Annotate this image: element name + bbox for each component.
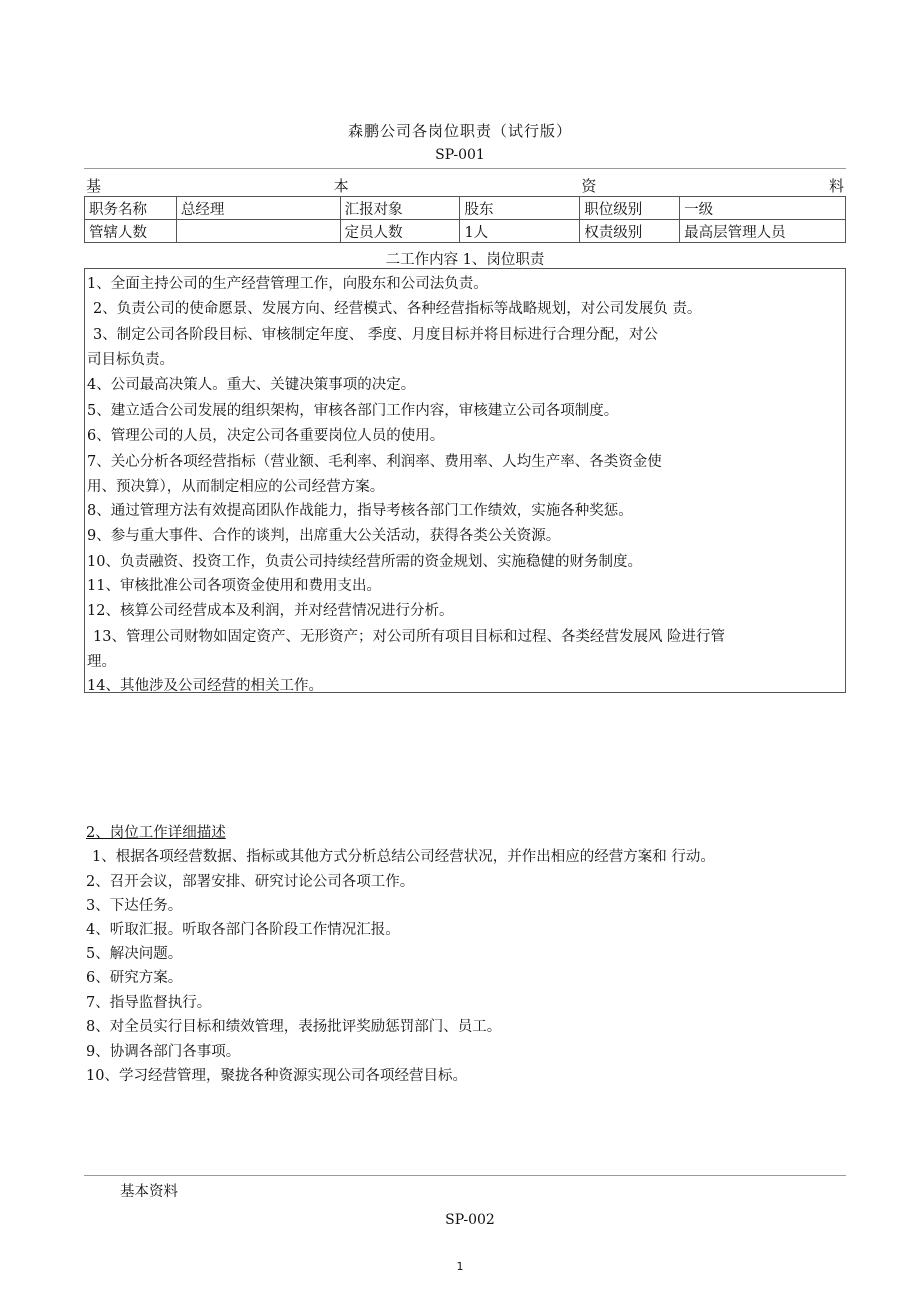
- basic-info-char: 料: [828, 177, 844, 195]
- duty-item: 13、管理公司财物如固定资产、无形资产；对公司所有项目目标和过程、各类经营发展风 险进行管: [93, 629, 726, 645]
- table-cell: 定员人数: [340, 220, 460, 243]
- table-cell: 职务名称: [85, 197, 177, 220]
- detail-item: 8、对全员实行目标和绩效管理，表扬批评奖励惩罚部门、员工。: [86, 1019, 502, 1035]
- divider-line: [84, 1175, 846, 1176]
- duty-item: 12、核算公司经营成本及利润，并对经营情况进行分析。: [87, 603, 454, 619]
- table-row: [85, 197, 846, 220]
- duty-item: 5、建立适合公司发展的组织架构，审核各部门工作内容，审核建立公司各项制度。: [87, 403, 619, 419]
- basic-info-char: 基: [86, 177, 102, 195]
- detail-item: 7、指导监督执行。: [86, 995, 212, 1011]
- table-row: [85, 220, 846, 243]
- detail-item: 5、解决问题。: [86, 946, 183, 962]
- detail-heading: 2、岗位工作详细描述: [86, 825, 226, 841]
- duty-item: 用、预决算），从而制定相应的公司经营方案。: [87, 479, 385, 495]
- doc-code: SP-001: [435, 147, 485, 163]
- detail-item: 10、学习经营管理，聚拢各种资源实现公司各项经营目标。: [86, 1068, 467, 1084]
- duty-item: 11、审核批准公司各项资金使用和费用支出。: [87, 578, 381, 594]
- table-cell: [176, 220, 340, 243]
- table-cell: 一级: [680, 197, 846, 220]
- duties-box: [84, 268, 846, 693]
- next-doc-code: SP-002: [445, 1212, 495, 1228]
- detail-item: 4、听取汇报。听取各部门各阶段工作情况汇报。: [86, 922, 400, 938]
- duty-item: 4、公司最高决策人。重大、关键决策事项的决定。: [87, 377, 416, 393]
- detail-item: 3、下达任务。: [86, 898, 183, 914]
- duty-item: 3、制定公司各阶段目标、审核制定年度、 季度、月度目标并将目标进行合理分配，对公: [93, 327, 658, 343]
- duty-item: 2、负责公司的使命愿景、发展方向、经营模式、各种经营指标等战略规划，对公司发展负 责。: [93, 301, 702, 317]
- duty-item: 14、其他涉及公司经营的相关工作。: [87, 678, 323, 694]
- duty-item: 8、通过管理方法有效提高团队作战能力，指导考核各部门工作绩效，实施各种奖惩。: [87, 503, 633, 519]
- duty-item: 7、关心分析各项经营指标（营业额、毛利率、利润率、费用率、人均生产率、各类资金使: [87, 454, 662, 470]
- duty-item: 6、管理公司的人员，决定公司各重要岗位人员的使用。: [87, 428, 445, 444]
- table-cell: 1人: [460, 220, 580, 243]
- table-cell: 最高层管理人员: [680, 220, 846, 243]
- duty-item: 9、参与重大事件、合作的谈判，出席重大公关活动，获得各类公关资源。: [87, 528, 561, 544]
- detail-item: 1、根据各项经营数据、指标或其他方式分析总结公司经营状况，并作出相应的经营方案和 行动。: [92, 849, 715, 865]
- table-cell: 权责级别: [580, 220, 680, 243]
- duty-item: 理。: [87, 654, 116, 670]
- basic-info-char: 资: [581, 177, 597, 195]
- table-cell: 股东: [460, 197, 580, 220]
- basic-info-header: [84, 175, 846, 195]
- table-cell: 职位级别: [580, 197, 680, 220]
- table-cell: 汇报对象: [340, 197, 460, 220]
- table-cell: 总经理: [176, 197, 340, 220]
- detail-item: 9、协调各部门各事项。: [86, 1044, 241, 1060]
- duty-item: 1、全面主持公司的生产经营管理工作，向股东和公司法负责。: [87, 276, 488, 292]
- table-cell: 管辖人数: [85, 220, 177, 243]
- basic-info-char: 本: [333, 177, 349, 195]
- duty-item: 10、负责融资、投资工作，负责公司持续经营所需的资金规划、实施稳健的财务制度。: [87, 554, 642, 570]
- divider-line: [84, 168, 846, 169]
- detail-item: 6、研究方案。: [86, 970, 183, 986]
- duty-item: 司目标负责。: [87, 352, 174, 368]
- page-number: 1: [456, 1260, 464, 1273]
- doc-title: 森鹏公司各岗位职责（试行版）: [347, 122, 572, 140]
- detail-item: 2、召开会议，部署安排、研究讨论公司各项工作。: [86, 874, 415, 890]
- basic-info-table: [84, 196, 846, 243]
- work-content-heading: 二工作内容 1、岗位职责: [385, 252, 545, 268]
- next-basic-label: 基本资料: [120, 1184, 178, 1200]
